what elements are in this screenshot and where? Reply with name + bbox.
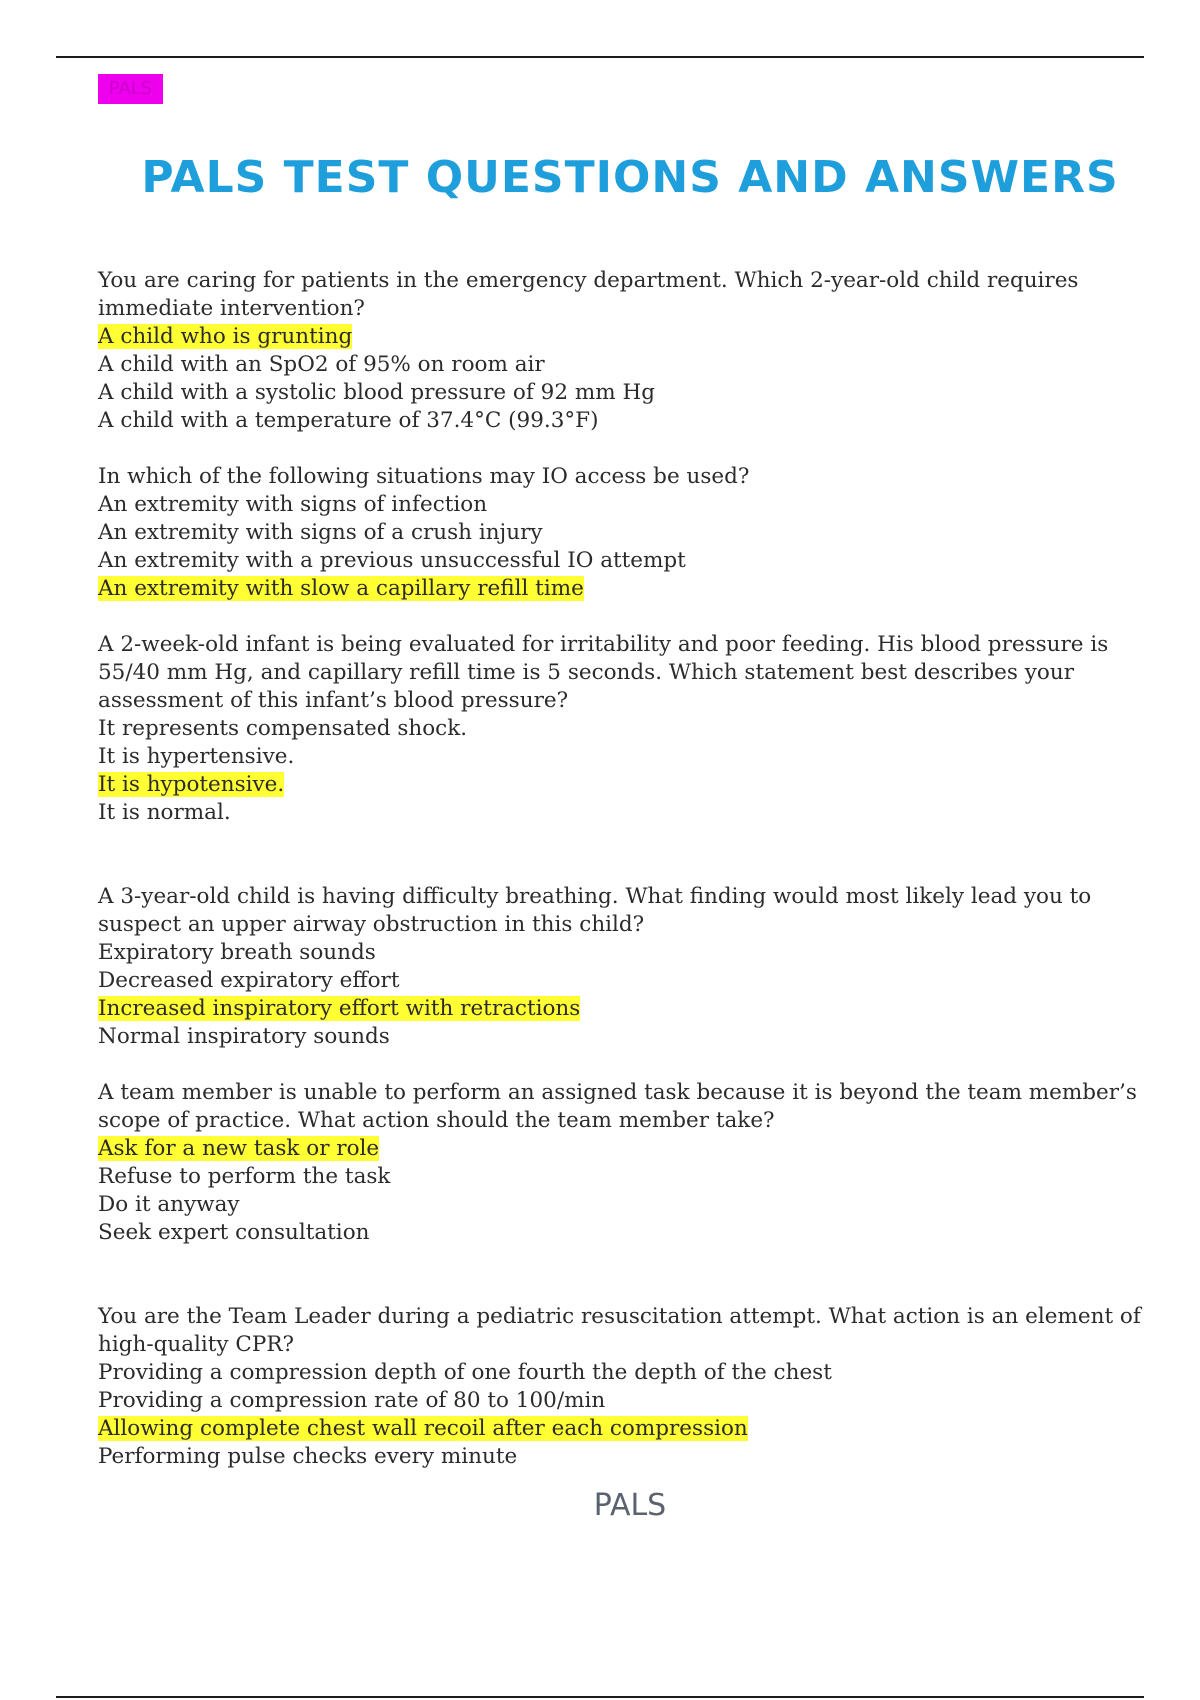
- answer-option: Do it anyway: [98, 1192, 240, 1217]
- answer-list: [98, 323, 1148, 435]
- correct-answer-highlight: Allowing complete chest wall recoil after each compression: [98, 1416, 748, 1441]
- answer-option: Expiratory breath sounds: [98, 940, 376, 965]
- answer-option-correct: [98, 1135, 1148, 1163]
- answer-option: Seek expert consultation: [98, 1220, 370, 1245]
- answer-option: Providing a compression rate of 80 to 100/min: [98, 1388, 606, 1413]
- question-block-1: [98, 267, 1148, 435]
- answer-list: [98, 939, 1148, 1051]
- answer-list: [98, 1135, 1148, 1247]
- answer-option: A child with a systolic blood pressure of 92 mm Hg: [98, 380, 655, 405]
- spacer: [98, 1051, 1148, 1079]
- question-text: A team member is unable to perform an assigned task because it is beyond the team member’s scope of practice. What action should the team member take?: [98, 1080, 1137, 1133]
- page-title: PALS TEST QUESTIONS AND ANSWERS: [141, 152, 1119, 203]
- answer-option-correct: [98, 1415, 1148, 1443]
- question-text: A 3-year-old child is having difficulty breathing. What finding would most likely lead you to suspect an upper airway obstruction in this child?: [98, 884, 1092, 937]
- answer-option-correct: [98, 771, 1148, 799]
- spacer: [98, 435, 1148, 463]
- answer-list: [98, 491, 1148, 603]
- answer-option: An extremity with signs of infection: [98, 492, 488, 517]
- top-rule: [56, 56, 1144, 58]
- answer-option: A child with a temperature of 37.4°C (99.3°F): [98, 408, 599, 433]
- spacer: [98, 827, 1148, 883]
- answer-option: Refuse to perform the task: [98, 1164, 391, 1189]
- spacer: [98, 1247, 1148, 1303]
- question-block-6: [98, 1303, 1148, 1471]
- answer-option: It is normal.: [98, 800, 231, 825]
- answer-option: Normal inspiratory sounds: [98, 1024, 390, 1049]
- spacer: [98, 603, 1148, 631]
- correct-answer-highlight: It is hypotensive.: [98, 772, 285, 797]
- bottom-rule: [56, 1696, 1144, 1698]
- question-text: In which of the following situations may IO access be used?: [98, 464, 750, 489]
- answer-option: An extremity with a previous unsuccessful IO attempt: [98, 548, 686, 573]
- answer-option-correct: [98, 995, 1148, 1023]
- question-text: You are the Team Leader during a pediatric resuscitation attempt. What action is an element of high-quality CPR?: [98, 1304, 1141, 1357]
- answer-option: An extremity with signs of a crush injury: [98, 520, 543, 545]
- answer-list: [98, 1359, 1148, 1471]
- correct-answer-highlight: Ask for a new task or role: [98, 1136, 380, 1161]
- correct-answer-highlight: An extremity with slow a capillary refill time: [98, 576, 584, 601]
- answer-option: It is hypertensive.: [98, 744, 295, 769]
- correct-answer-highlight: Increased inspiratory effort with retractions: [98, 996, 581, 1021]
- answer-option: It represents compensated shock.: [98, 716, 468, 741]
- question-text: A 2-week-old infant is being evaluated for irritability and poor feeding. His blood pressure is 55/40 mm Hg, and capillary refill time is 5 seconds. Which statement best describes your assessment of this infant’s blood pressure?: [98, 632, 1109, 713]
- question-block-3: [98, 631, 1148, 827]
- answer-option-correct: [98, 323, 1148, 351]
- answer-option: A child with an SpO2 of 95% on room air: [98, 352, 545, 377]
- answer-option: Providing a compression depth of one fourth the depth of the chest: [98, 1360, 832, 1385]
- footer-watermark-text: PALS: [593, 1488, 667, 1523]
- answer-option: Performing pulse checks every minute: [98, 1444, 518, 1469]
- question-block-4: [98, 883, 1148, 1051]
- pals-tag: PALS: [98, 74, 163, 104]
- answer-option: Decreased expiratory effort: [98, 968, 400, 993]
- question-block-5: [98, 1079, 1148, 1247]
- questions-container: [98, 267, 1148, 1471]
- answer-list: [98, 715, 1148, 827]
- answer-option-correct: [98, 575, 1148, 603]
- question-text: You are caring for patients in the emergency department. Which 2-year-old child requires immediate intervention?: [98, 268, 1079, 321]
- correct-answer-highlight: A child who is grunting: [98, 324, 353, 349]
- question-block-2: [98, 463, 1148, 603]
